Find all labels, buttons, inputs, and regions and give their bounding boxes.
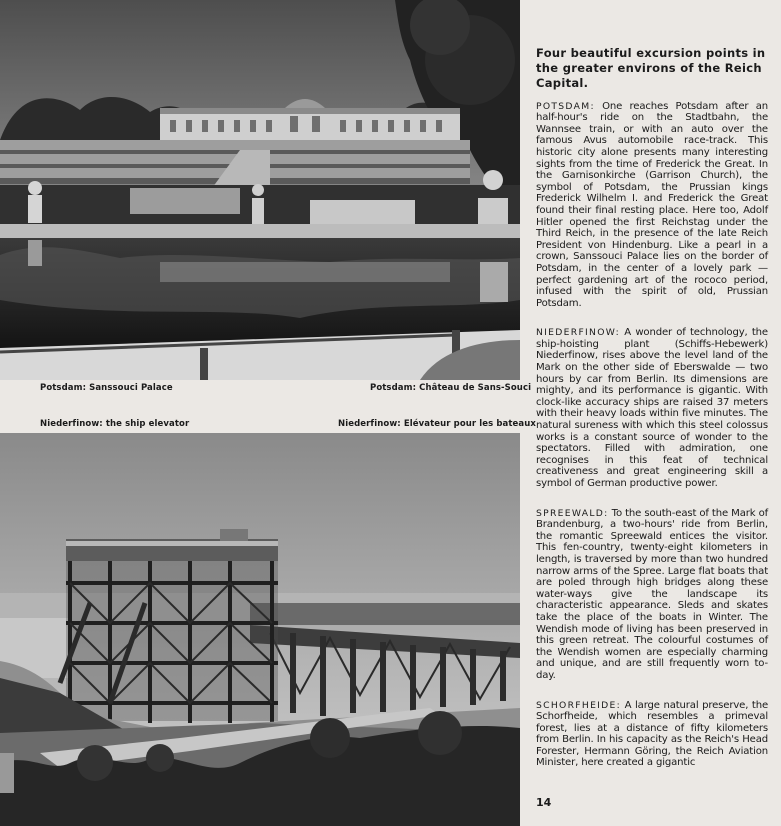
section-niederfinow bbox=[536, 327, 768, 489]
sanssouci-palace-photo bbox=[0, 0, 520, 380]
section-text-potsdam: One reaches Potsdam after an half-hour's ride on the Stadtbahn, the Wannsee train, or with an auto over the famous Avus automobile race-track. This historic city alone presents many interesting sights from the time of Frederick the Great. In the Garnisonkirche (Garrison Church), the symbol of Potsdam, the Prussian kings Frederick Wilhelm I. and Frederick the Great found their final resting place. Here too, Adolf Hitler opened the first Reichstag under the Third Reich, in the presence of the late Reich President von Hindenburg. Like a pearl in a crown, Sanssouci Palace lies on the border of Potsdam, in the center of a lovely park — perfect gardening art of the rococo period, infused with the spirit of old, Prussian Potsdam. bbox=[536, 100, 768, 309]
page-number: 14 bbox=[536, 796, 552, 809]
section-lead-niederfinow: NIEDERFINOW: bbox=[536, 327, 620, 339]
section-schorfheide bbox=[536, 700, 768, 770]
section-text-schorfheide: A large natural preserve, the Schorfheide, which resembles a primeval forest, lies at a distance of fifty kilometers from Berlin. In his capacity as the Reich's Head Forester, Hermann Göring, the Reich Aviation Minister, here created a gigantic bbox=[536, 699, 769, 769]
section-lead-potsdam: POTSDAM: bbox=[536, 100, 595, 112]
caption-sanssouci-french: Potsdam: Château de Sans-Souci bbox=[370, 383, 532, 393]
caption-niederfinow-french: Niederfinow: Elévateur pour les bateaux bbox=[338, 419, 536, 429]
section-lead-schorfheide: SCHORFHEIDE: bbox=[536, 699, 622, 711]
niederfinow-ship-elevator-photo bbox=[0, 433, 520, 826]
section-potsdam bbox=[536, 101, 768, 310]
article-text-column bbox=[536, 46, 768, 787]
section-text-spreewald: To the south-east of the Mark of Brandenburg, a two-hours' ride from Berlin, the romantic Spreewald entices the visitor. This fen-country, twenty-eight kilometers in length, is traversed by more than two hundred narrow arms of the Spree. Large flat boats that are poled through high bridges along these water-ways give the landscape its characteristic appearance. Sleds and skates take the place of the boats in Winter. The Wendish mode of living has been preserved in this green retreat. The colourful costumes of the Wendish women are especially charming and unique, and are still frequently worn to-day. bbox=[536, 507, 768, 681]
article-heading: Four beautiful excursion points in the greater environs of the Reich Capital. bbox=[536, 46, 766, 91]
caption-niederfinow-english: Niederfinow: the ship elevator bbox=[40, 419, 190, 429]
section-text-niederfinow: A wonder of technology, the ship-hoisting plant (Schiffs-Hebewerk) Niederfinow, rises above the level land of the Mark on the other side of Eberswalde — two hours by car from Berlin. Its dimensions are mighty, and its performance is gigantic. With clock-like accuracy ships are raised 37 meters with their heavy loads within five minutes. The natural sureness with which this steel colossus works is a constant source of wonder to the spectators. Filled with admiration, one recognises in this feat of technical creativeness and great engineering skill a symbol of German productive power. bbox=[536, 327, 768, 490]
section-spreewald bbox=[536, 508, 768, 682]
section-lead-spreewald: SPREEWALD: bbox=[536, 507, 609, 519]
caption-sanssouci-english: Potsdam: Sanssouci Palace bbox=[40, 383, 173, 393]
